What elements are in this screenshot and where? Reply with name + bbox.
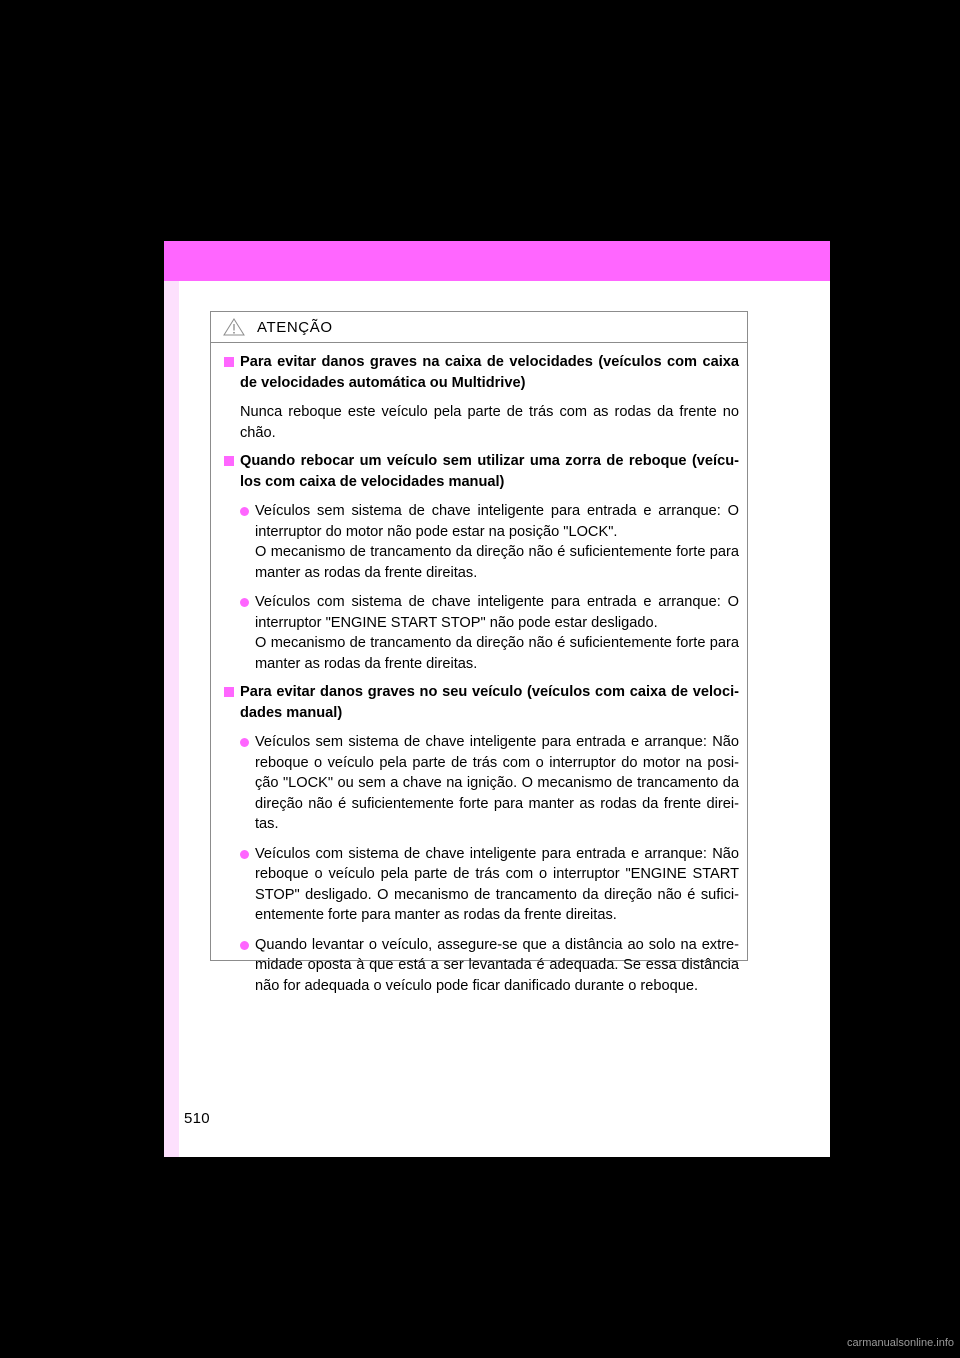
page-number: 510	[184, 1110, 210, 1127]
section-heading	[224, 682, 739, 723]
list-item	[240, 732, 739, 835]
list-item	[240, 844, 739, 926]
list-item-text	[255, 592, 739, 674]
section-gearbox-damage	[224, 352, 739, 443]
section-heading	[224, 352, 739, 393]
list-item-line: O mecanismo de trancamento da direção não é suficientemente forte para manter as rodas da frente direitas.	[255, 635, 739, 672]
section-heading-text: Para evitar danos graves no seu veículo (veículos com caixa de veloci- dades manual)	[240, 684, 739, 721]
section-paragraph: Nunca reboque este veículo pela parte de trás com as rodas da frente no chão.	[240, 404, 739, 441]
circle-bullet-icon	[240, 598, 249, 607]
list-item-text: Quando levantar o veículo, assegure-se que a distância ao solo na extre- midade oposta à que está a ser levantada é adequada. Se essa distância não for adequada o veículo pode ficar danificado durante o reboque.	[255, 936, 739, 994]
circle-bullet-icon	[240, 941, 249, 950]
page-header-band	[164, 241, 830, 281]
list-item-text	[255, 501, 739, 583]
list-item	[240, 501, 739, 583]
site-watermark: carmanualsonline.info	[846, 1337, 954, 1349]
warning-header	[211, 312, 747, 343]
list-item	[240, 935, 739, 997]
page-side-strip	[164, 281, 179, 1157]
circle-bullet-icon	[240, 738, 249, 747]
section-vehicle-damage	[224, 682, 739, 996]
section-heading	[224, 451, 739, 492]
list-item	[240, 592, 739, 674]
circle-bullet-icon	[240, 507, 249, 516]
manual-page	[164, 241, 830, 1157]
list-item-line: O mecanismo de trancamento da direção não é suficientemente forte para manter as rodas da frente direitas.	[255, 544, 739, 581]
list-item-line: Veículos sem sistema de chave inteligente para entrada e arranque: O interruptor do motor não pode estar na posição "LOCK".	[255, 503, 739, 540]
warning-box	[210, 311, 748, 994]
list-item-text: Veículos com sistema de chave inteligente para entrada e arranque: Não reboque o veículo pela parte de trás com o interruptor "ENGINE START STOP" desligado. O mecanismo de trancamento da direção não é sufici- entemente forte para manter as rodas da frente direitas.	[255, 845, 739, 923]
warning-title: ATENÇÃO	[257, 318, 333, 336]
square-bullet-icon	[224, 456, 234, 466]
warning-triangle-icon	[223, 318, 245, 336]
section-towing-without-dolly	[224, 451, 739, 674]
list-item-line: Veículos com sistema de chave inteligente para entrada e arranque: O interruptor "ENGINE START STOP" não pode estar desligado.	[255, 594, 739, 631]
square-bullet-icon	[224, 687, 234, 697]
section-heading-text: Para evitar danos graves na caixa de velocidades (veículos com caixa de velocidades automática ou Multidrive)	[240, 354, 739, 391]
warning-body	[211, 343, 747, 996]
section-heading-text: Quando rebocar um veículo sem utilizar uma zorra de reboque (veícu- los com caixa de velocidades manual)	[240, 453, 739, 490]
list-item-text: Veículos sem sistema de chave inteligente para entrada e arranque: Não reboque o veículo pela parte de trás com o interruptor do motor na posi- ção "LOCK" ou sem a chave na ignição. O mecanismo de trancamento da direção não é suficientemente forte para manter as rodas da frente direi- tas.	[255, 734, 739, 832]
circle-bullet-icon	[240, 850, 249, 859]
square-bullet-icon	[224, 357, 234, 367]
